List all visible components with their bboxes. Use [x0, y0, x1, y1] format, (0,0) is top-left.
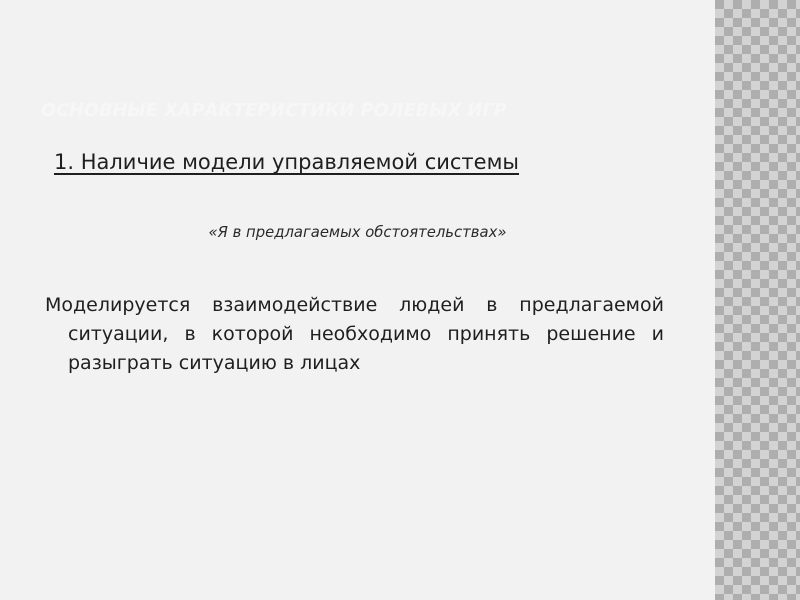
slide-quote: «Я в предлагаемых обстоятельствах»: [208, 224, 507, 241]
slide-body-paragraph: Моделируется взаимодействие людей в предлагаемой ситуации, в которой необходимо принять решение и разыграть ситуацию в лицах: [45, 294, 664, 374]
slide-title: ОСНОВНЫЕ ХАРАКТЕРИСТИКИ РОЛЕВЫХ ИГР: [41, 101, 507, 121]
decorative-side-pattern: [715, 0, 800, 600]
slide-subheading: 1. Наличие модели управляемой системы: [54, 150, 520, 174]
